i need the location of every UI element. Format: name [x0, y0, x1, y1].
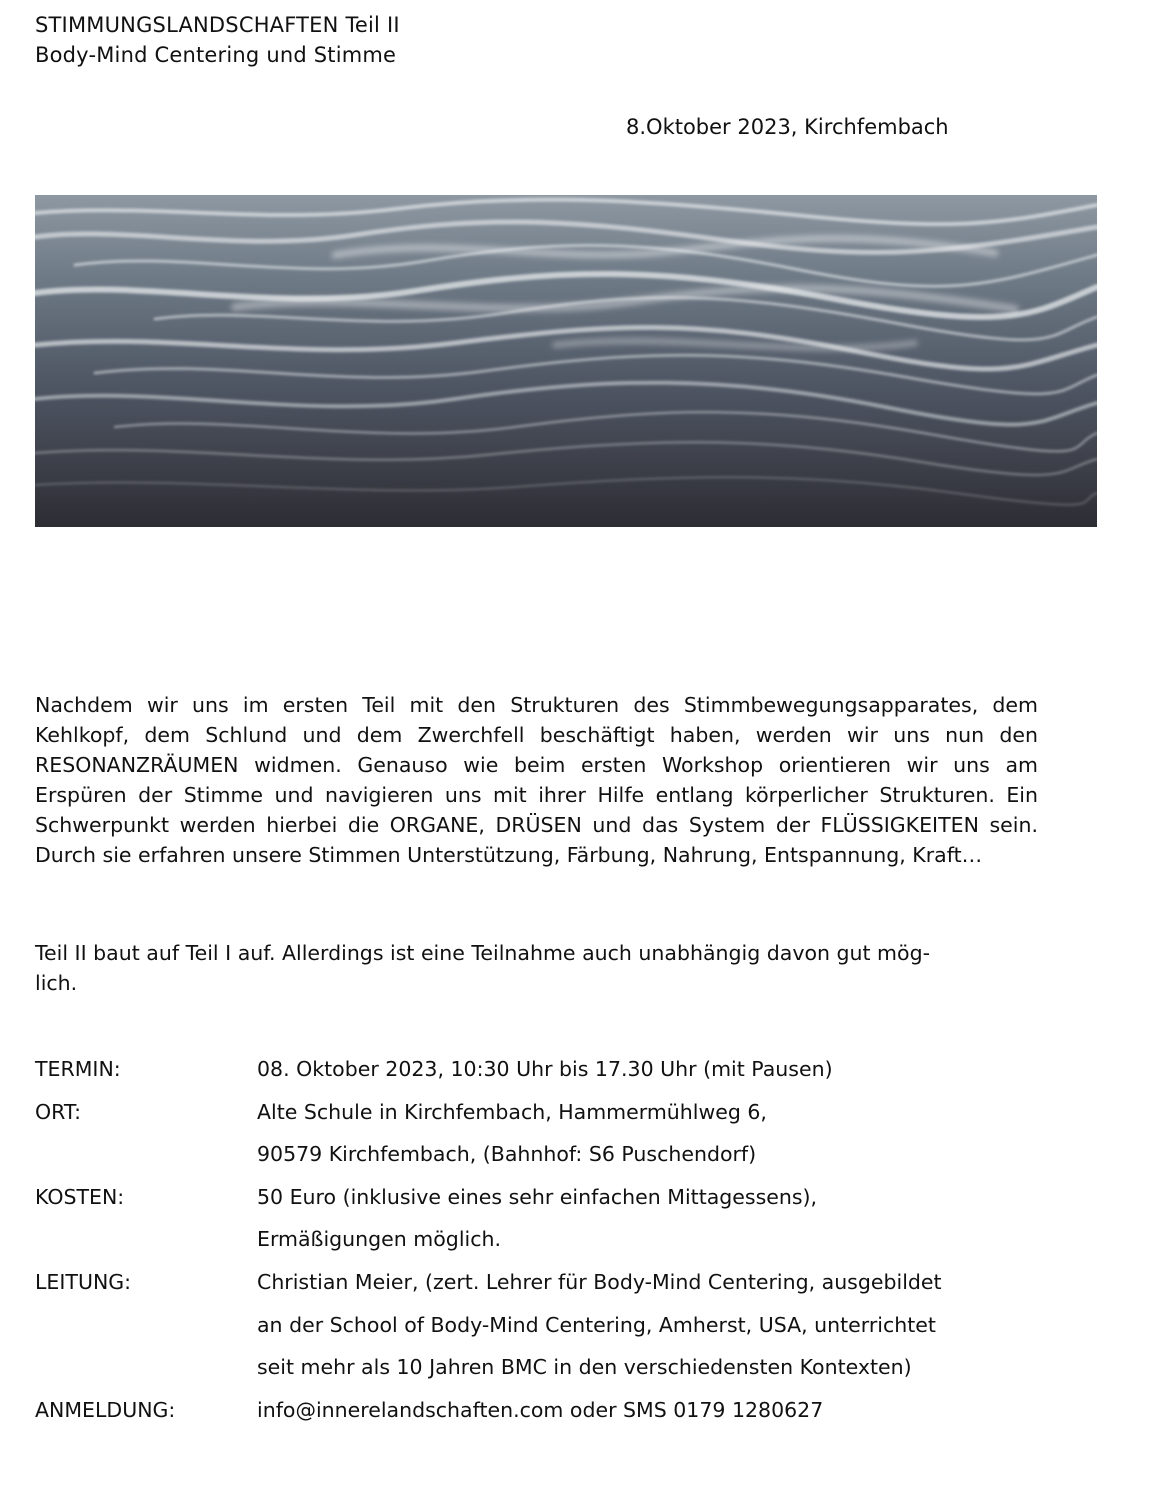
ort-value-line-1: Alte Schule in Kirchfembach, Hammermühlweg 6, [257, 1099, 767, 1124]
event-date-location: 8.Oktober 2023, Kirchfembach [626, 115, 949, 139]
ocean-waves-painting [35, 195, 1097, 527]
leitung-label: LEITUNG: [35, 1269, 132, 1294]
kosten-value-line-1: 50 Euro (inklusive eines sehr einfachen Mittagessens), [257, 1184, 818, 1209]
leitung-value-line-2: an der School of Body-Mind Centering, Amherst, USA, unterrichtet [257, 1312, 936, 1337]
kosten-value-line-2: Ermäßigungen möglich. [257, 1227, 501, 1252]
leitung-value-line-1: Christian Meier, (zert. Lehrer für Body-Mind Centering, ausgebildet [257, 1269, 942, 1294]
leitung-value-line-3: seit mehr als 10 Jahren BMC in den verschiedensten Kontexten) [257, 1355, 912, 1380]
termin-value: 08. Oktober 2023, 10:30 Uhr bis 17.30 Uhr (mit Pausen) [257, 1057, 833, 1081]
title-line-2: Body-Mind Centering und Stimme [35, 43, 397, 67]
anmeldung-label: ANMELDUNG: [35, 1397, 176, 1422]
prerequisite-note [35, 938, 1038, 998]
anmeldung-value: info@innerelandschaften.com oder SMS 0179 1280627 [257, 1397, 824, 1422]
title-line-1: STIMMUNGSLANDSCHAFTEN Teil II [35, 13, 400, 37]
prerequisite-note-line-2: lich. [35, 971, 78, 995]
description-paragraph: Nachdem wir uns im ersten Teil mit den Strukturen des Stimmbewegungsapparates, dem Kehlkopf, dem Schlund und dem Zwerchfell beschäftigt haben, werden wir uns nun den RESONANZRÄUMEN widmen. Genauso wie beim ersten Workshop orientieren wir uns am Erspüren der Stimme und navigieren uns mit ihrer Hilfe entlang körperlicher Strukturen. Ein Schwerpunkt werden hierbei die ORGANE, DRÜSEN und das System der FLÜSSIGKEITEN sein. Durch sie erfahren unsere Stimmen Unterstützung, Färbung, Nahrung, Entspannung, Kraft… [35, 693, 1038, 867]
detail-row-leitung [35, 1261, 1115, 1389]
ort-label: ORT: [35, 1099, 82, 1124]
termin-label: TERMIN: [35, 1057, 121, 1081]
document-title [35, 10, 400, 70]
detail-row-anmeldung [35, 1389, 1115, 1432]
detail-row-kosten [35, 1176, 1115, 1261]
prerequisite-note-line-1: Teil II baut auf Teil I auf. Allerdings ist eine Teilnahme auch unabhängig davon gut mög- [35, 941, 930, 965]
kosten-label: KOSTEN: [35, 1184, 125, 1209]
detail-row-termin [35, 1048, 1115, 1091]
event-details [35, 1048, 1115, 1431]
ort-value-line-2: 90579 Kirchfembach, (Bahnhof: S6 Puschendorf) [257, 1142, 757, 1167]
detail-row-ort [35, 1091, 1115, 1176]
